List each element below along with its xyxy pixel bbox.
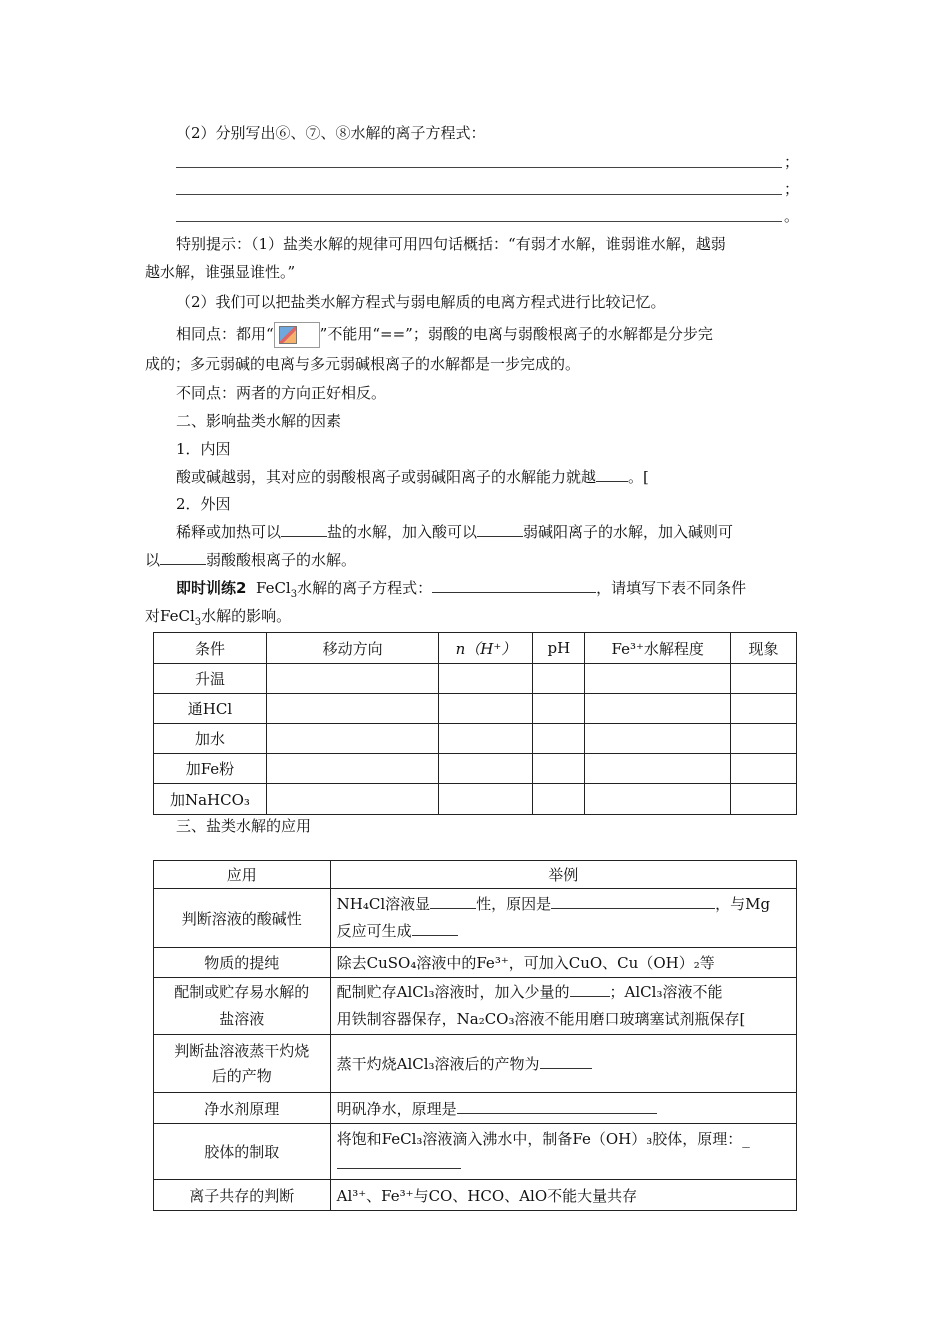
section3-title: 三、盐类水解的应用: [176, 817, 312, 835]
answer-cell[interactable]: [533, 664, 585, 694]
table-row: 加NaHCO₃: [154, 784, 797, 815]
table-row: 净水剂原理 明矾净水，原理是: [154, 1093, 797, 1124]
header-application: 应用: [154, 861, 331, 889]
outer-cause-line-1: 稀释或加热可以 盐的水解，加入酸可以 弱碱阳离子的水解，加入碱则可: [176, 523, 734, 541]
inner-cause-title: 1．内因: [176, 440, 231, 458]
diff-point: 不同点：两者的方向正好相反。: [176, 384, 387, 402]
table-row: 配制或贮存易水解的 盐溶液 配制贮存AlCl₃溶液时，加入少量的 ；AlCl₃溶液不能 用铁制容器保存，Na₂CO₃溶液不能用磨口玻璃塞试剂瓶保存[: [154, 978, 797, 1035]
answer-cell[interactable]: [731, 754, 797, 784]
outer-cause-line-2: 以 弱酸酸根离子的水解。: [145, 551, 357, 569]
answer-blank-7[interactable]: [176, 194, 782, 195]
table-row: 离子共存的判断 Al³⁺、Fe³⁺与CO、HCO、AlO不能大量共存: [154, 1180, 797, 1211]
answer-cell[interactable]: [266, 664, 439, 694]
answer-cell[interactable]: [439, 694, 533, 724]
fill-blank[interactable]: [551, 894, 715, 909]
table-row: 加水: [154, 724, 797, 754]
answer-cell[interactable]: [266, 784, 439, 815]
fill-blank[interactable]: [570, 982, 610, 997]
table-row: 判断盐溶液蒸干灼烧 后的产物 蒸干灼烧AlCl₃溶液后的产物为: [154, 1035, 797, 1093]
reversible-arrow-image: [274, 322, 320, 348]
answer-blank-8[interactable]: [176, 221, 782, 222]
answer-cell[interactable]: [731, 694, 797, 724]
end-mark-1: ；: [784, 153, 800, 171]
answer-cell[interactable]: [585, 754, 731, 784]
same-point-line-2: 成的；多元弱碱的电离与多元弱碱根离子的水解都是一步完成的。: [145, 355, 581, 373]
answer-cell[interactable]: [266, 754, 439, 784]
answer-cell[interactable]: [533, 694, 585, 724]
q2-prompt: （2）分别写出⑥、⑦、⑧水解的离子方程式：: [176, 124, 486, 142]
end-mark-2: ；: [784, 180, 800, 198]
section2-title: 二、影响盐类水解的因素: [176, 412, 342, 430]
fill-blank[interactable]: [430, 894, 476, 909]
answer-cell[interactable]: [585, 724, 731, 754]
header-degree: Fe³⁺水解程度: [585, 633, 731, 664]
fill-blank[interactable]: [337, 1154, 461, 1169]
header-ph: pH: [533, 633, 585, 664]
answer-cell[interactable]: [266, 724, 439, 754]
training-line-1: 即时训练2 FeCl$_3$水解的离子方程式： ，请填写下表不同条件: [176, 579, 747, 600]
application-table: [153, 860, 797, 1211]
tip-line-1: 特别提示：（1）盐类水解的规律可用四句话概括：“有弱才水解，谁弱谁水解，越弱: [176, 235, 726, 253]
answer-cell[interactable]: [439, 784, 533, 815]
table-row: 加Fe粉: [154, 754, 797, 784]
fill-blank[interactable]: [281, 522, 327, 537]
inner-cause-text: 酸或碱越弱，其对应的弱酸根离子或弱碱阳离子的水解能力就越 。[: [176, 468, 649, 486]
header-example: 举例: [330, 861, 796, 889]
end-mark-3: 。: [784, 207, 800, 225]
broken-image-icon: [279, 326, 297, 344]
training-line-2: 对FeCl$_3$水解的影响。: [145, 607, 292, 628]
header-condition: 条件: [154, 633, 267, 664]
header-direction: 移动方向: [266, 633, 439, 664]
answer-cell[interactable]: [585, 784, 731, 815]
same-point-b: ”不能用“==”；弱酸的电离与弱酸根离子的水解都是分步完: [319, 325, 713, 343]
equation-blank[interactable]: [432, 578, 596, 593]
answer-cell[interactable]: [585, 694, 731, 724]
answer-cell[interactable]: [266, 694, 439, 724]
table-row: 物质的提纯 除去CuSO₄溶液中的Fe³⁺，可加入CuO、Cu（OH）₂等: [154, 948, 797, 978]
fill-blank[interactable]: [412, 921, 458, 936]
answer-cell[interactable]: [533, 724, 585, 754]
tip-line-2: 越水解，谁强显谁性。”: [145, 263, 296, 281]
fill-blank[interactable]: [160, 550, 206, 565]
table-row: 判断溶液的酸碱性 NH₄Cl溶液显 性，原因是 ，与Mg 反应可生成: [154, 889, 797, 948]
header-phenomenon: 现象: [731, 633, 797, 664]
training-label: 即时训练2: [176, 579, 247, 597]
fecl3-condition-table: [153, 632, 797, 815]
tip-line-3: （2）我们可以把盐类水解方程式与弱电解质的电离方程式进行比较记忆。: [176, 293, 666, 311]
fill-blank[interactable]: [596, 467, 628, 482]
outer-cause-title: 2．外因: [176, 495, 231, 513]
table-row: 胶体的制取 将饱和FeCl₃溶液滴入沸水中，制备Fe（OH）₃胶体，原理：_: [154, 1124, 797, 1180]
answer-cell[interactable]: [439, 754, 533, 784]
answer-cell[interactable]: [585, 664, 731, 694]
fill-blank[interactable]: [477, 522, 523, 537]
answer-cell[interactable]: [439, 664, 533, 694]
table-row: 升温: [154, 664, 797, 694]
answer-cell[interactable]: [533, 784, 585, 815]
answer-blank-6[interactable]: [176, 167, 782, 168]
answer-cell[interactable]: [731, 724, 797, 754]
fill-blank[interactable]: [540, 1054, 592, 1069]
answer-cell[interactable]: [731, 784, 797, 815]
answer-cell[interactable]: [439, 724, 533, 754]
answer-cell[interactable]: [731, 664, 797, 694]
same-point-a: 相同点：都用“: [176, 325, 274, 343]
answer-cell[interactable]: [533, 754, 585, 784]
fill-blank[interactable]: [457, 1099, 657, 1114]
header-n-h: n（H⁺）: [439, 633, 533, 664]
same-point-line: [176, 322, 713, 348]
table-row: 通HCl: [154, 694, 797, 724]
